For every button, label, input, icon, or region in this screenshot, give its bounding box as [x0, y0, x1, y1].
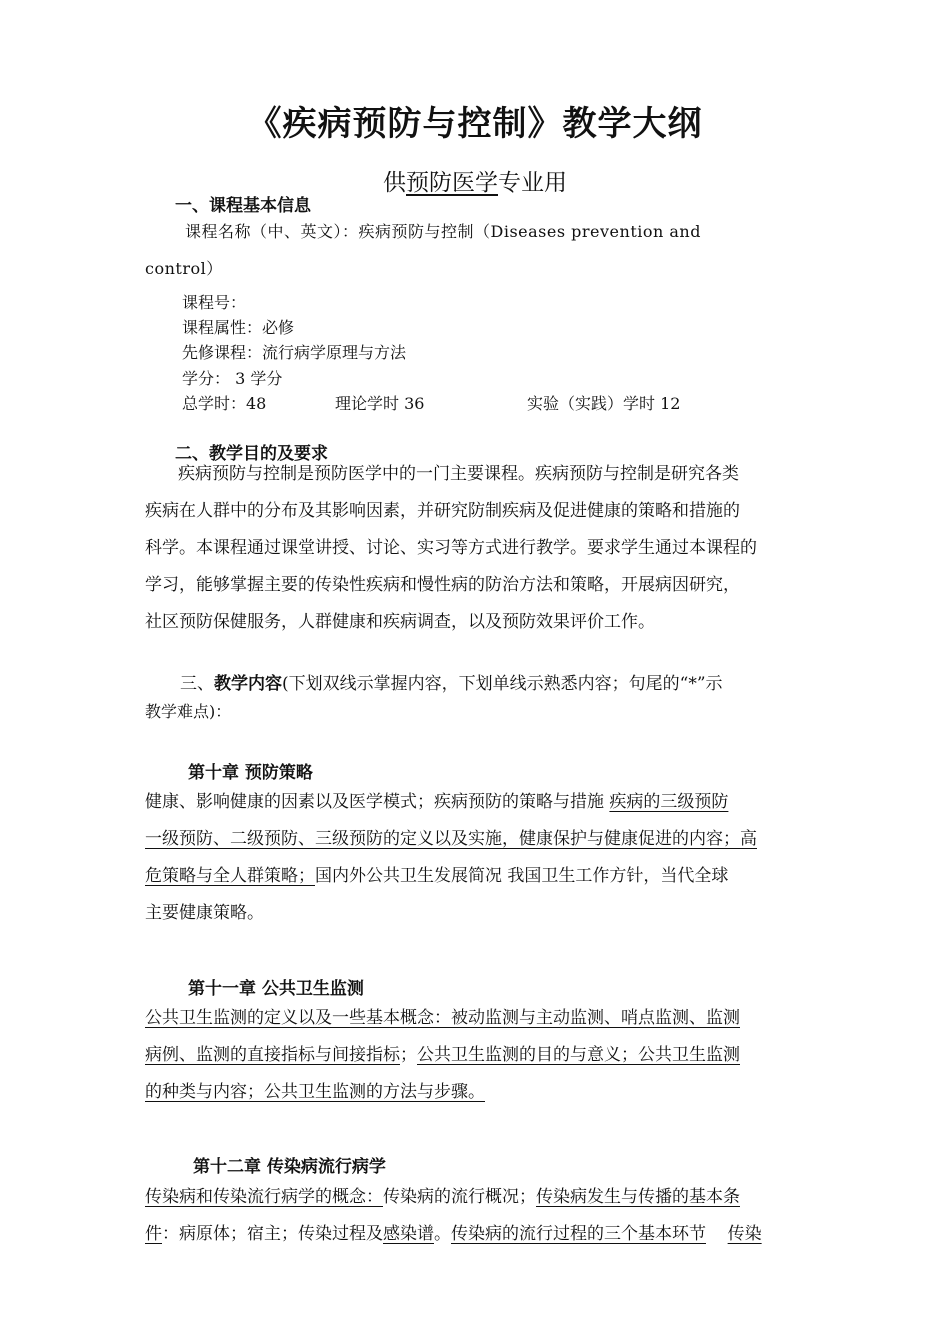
chapter12-underlined: 传染病和传染流行病学的概念： [145, 1187, 383, 1207]
chapter12-underlined: 件 [145, 1224, 162, 1244]
chapter11-heading: 第十一章 公共卫生监测 [188, 979, 364, 999]
course-attribute: 课程属性：必修 [182, 318, 295, 337]
document-title: 《疾病预防与控制》教学大纲 [247, 104, 703, 144]
subtitle-prefix: 供 [383, 170, 406, 196]
chapter11-underlined: 的种类与内容；公共卫生监测的方法与步骤。 [145, 1082, 485, 1102]
chapter11-underlined: 公共卫生监测的定义以及一些基本概念：被动监测与主动监测、哨点监测、监测 [145, 1008, 740, 1028]
course-prerequisite: 先修课程：流行病学原理与方法 [182, 343, 407, 362]
course-name-line2: control） [145, 259, 223, 278]
chapter12-underlined: 传染 [727, 1224, 762, 1244]
chapter10-line [145, 784, 728, 821]
chapter12-underlined: 感染谱 [383, 1224, 434, 1244]
chapter10-text: 国内外公共卫生发展简况 我国卫生工作方针，当代全球 [315, 866, 729, 886]
chapter12-heading: 第十二章 传染病流行病学 [193, 1157, 386, 1177]
chapter12-text: 。 [434, 1224, 451, 1244]
section2-line: 疾病预防与控制是预防医学中的一门主要课程。疾病预防与控制是研究各类 [178, 464, 739, 484]
chapter12-gap [706, 1224, 728, 1244]
lab-hours: 实验（实践）学时 12 [527, 394, 681, 413]
section2-line: 疾病在人群中的分布及其影响因素，并研究防制疾病及促进健康的策略和措施的 [145, 501, 740, 521]
chapter12-text: 传染病的流行概况； [383, 1187, 536, 1207]
section2-line: 学习，能够掌握主要的传染性疾病和慢性病的防治方法和策略，开展病因研究， [145, 575, 740, 595]
total-hours: 总学时：48 [182, 394, 267, 413]
chapter11-line [145, 1074, 485, 1111]
chapter11-line [145, 1000, 740, 1037]
section3-line1 [180, 666, 723, 703]
theory-hours: 理论学时 36 [335, 394, 425, 413]
chapter12-line [145, 1216, 762, 1253]
section3-note: (下划双线示掌握内容，下划单线示熟悉内容；句尾的“*”示 [282, 674, 723, 694]
section2-line: 科学。本课程通过课堂讲授、讨论、实习等方式进行教学。要求学生通过本课程的 [145, 538, 757, 558]
section1-heading: 一、课程基本信息 [175, 196, 311, 216]
chapter10-heading: 第十章 预防策略 [188, 763, 313, 783]
subtitle-suffix: 专业用 [498, 170, 567, 196]
section3-prefix: 三、 [180, 674, 214, 694]
chapter10-text: 健康、影响健康的因素以及医学模式；疾病预防的策略与措施 [145, 792, 610, 812]
chapter11-text: ； [400, 1045, 417, 1065]
course-name-line1: 课程名称（中、英文）：疾病预防与控制（Diseases prevention and [185, 222, 701, 241]
chapter10-underlined: 疾病的三级预防 [609, 792, 729, 812]
chapter12-text: ：病原体；宿主；传染过程及 [162, 1224, 383, 1244]
section3-note-line2: 教学难点)： [145, 702, 232, 721]
subtitle-major: 预防医学 [406, 170, 498, 196]
course-credits: 学分： 3 学分 [182, 369, 283, 388]
chapter12-line [145, 1179, 740, 1216]
course-number: 课程号： [182, 293, 247, 312]
section3-heading: 教学内容 [214, 674, 282, 694]
chapter12-underlined: 传染病发生与传播的基本条 [536, 1187, 740, 1207]
chapter12-underlined: 传染病的流行过程的三个基本环节 [451, 1224, 706, 1244]
chapter10-line [145, 858, 728, 895]
chapter10-underlined: 危策略与全人群策略； [145, 866, 315, 886]
chapter10-line: 主要健康策略。 [145, 903, 264, 923]
chapter10-underlined: 一级预防、二级预防、三级预防的定义以及实施，健康保护与健康促进的内容；高 [145, 829, 757, 849]
section2-heading: 二、教学目的及要求 [175, 444, 328, 464]
document-subtitle [0, 164, 950, 197]
section2-line: 社区预防保健服务，人群健康和疾病调查，以及预防效果评价工作。 [145, 612, 655, 632]
chapter11-line [145, 1037, 740, 1074]
chapter11-underlined: 病例、监测的直接指标与间接指标 [145, 1045, 400, 1065]
chapter11-underlined: 公共卫生监测的目的与意义；公共卫生监测 [417, 1045, 740, 1065]
chapter10-line [145, 821, 757, 858]
